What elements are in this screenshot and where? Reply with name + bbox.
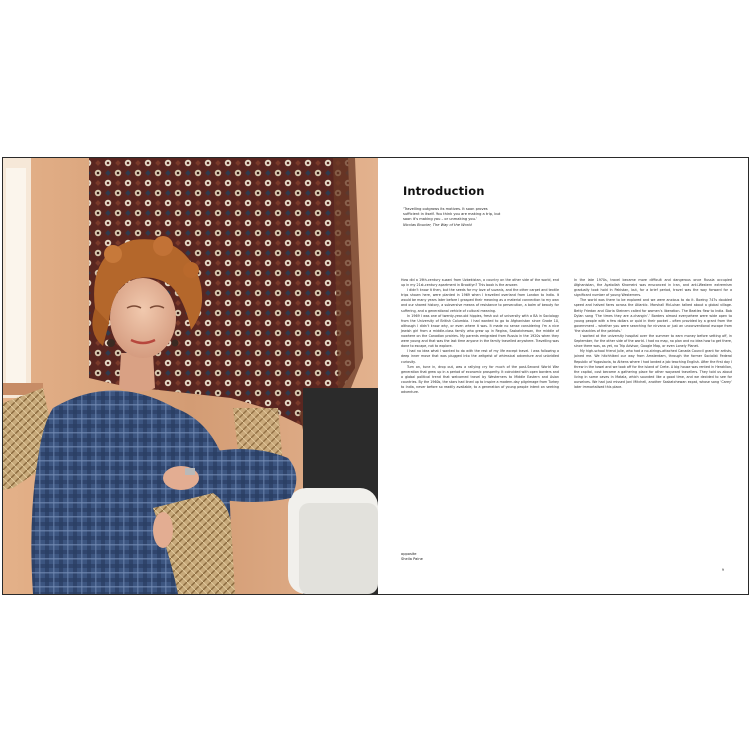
portrait-photo (3, 158, 378, 594)
portrait-illustration (3, 158, 378, 594)
paragraph: I worked at the university hospital over the summer to earn money before setting off, in September, for the other side of the world. I had no map, no plan and no idea how to get there, since there was, as yet, no Trip Advisor, Google Map, or even Lonely Planet. (574, 334, 732, 349)
book-spread (2, 157, 749, 595)
paragraph: In 1969 I was one of twenty-year-old hippies, fresh out of university with a BA in Sociology from the University of British Columbia. I had wanted to go to Afghanistan since Grade 10, although I didn’t know why, or even where it was. It made no sense considering I’m a nice Jewish girl from a middle-class family who grew up in Regina, Saskatchewan, the middle of nowhere on the Canadian prairies. My parents emigrated from Russia in the 1920s when they were young and that was the last time anyone in the family travelled anywhere. Travelling was done to escape, not to explore. (401, 313, 559, 349)
paragraph: In the late 1970s, travel became more difficult and dangerous once Russia occupied Afghanistan, the Ayatollah Khomeini was ensconced in Iran, and anti-Western extremism gradually took hold in Pakistan, but, for a brief period, travel was the way forward for a significant number of young Westerners. (574, 278, 732, 298)
page-heading: Introduction (403, 184, 485, 198)
caption-label: opposite (401, 552, 417, 556)
epigraph-attribution: Nicolas Bouvier, The Way of the World (403, 222, 472, 227)
paragraph: The world was there to be explored and we were anxious to do it. Boeing 747s doubled speed and halved fares across the Atlantic. Marshall McLuhan talked about a global village. Betty Friedan and Gloria Steinem called for women’s liberation. The Beatles flew to India. Bob Dylan sang ‘The times they are a-changin’.’ Borders almost everywhere were wide open to young people with a few dollars or quid in their pocket – often provided by a grant from the government – whether you were searching for nirvana or just an unconventional escape from ‘the shackles of the patriots.’ (574, 298, 732, 333)
epigraph (403, 207, 503, 228)
paragraph: My high-school friend Julie, who had a no-strings-attached Canada Council grant for artists, joined me. We hitchhiked our way from Amsterdam, through the former Socialist Federal Republic of Yugoslavia, to Athens where I had landed a job teaching English. After the first day I threw in the towel and we took off for the island of Crete. A big house was rented in Heraklion, the capital, cost became a gathering place for other wayward travellers. They told us about living in some caves in Matala, which sounded like a good time, and we decided to see for ourselves. We had just missed Joni Mitchell, another Saskatchewan expat, whose song ‘Carey’ later immortalised this place. (574, 349, 732, 389)
photo-caption (401, 552, 423, 562)
epigraph-quote: ‘Travelling outgrows its motives. It soon proves sufficient in itself. You think you are making a trip, but soon it’s making you – or unmaking you.’ (403, 207, 501, 222)
text-page (378, 158, 748, 594)
page-number: 9 (721, 568, 724, 572)
paragraph: How did a 19th-century suzani from Uzbekistan, a country on the other side of the world, end up in my 21st-century apartment in Brooklyn? This book is the answer. (401, 278, 559, 288)
paragraph: Turn on, tune in, drop out, was a rallying cry for much of the post-Second World War generation that grew up in a period of economic prosperity. It coincided with open borders and a global political trend that welcomed travel by Westerners to Middle Eastern and Asian countries. By the 1960s, the stars had lined up to inspire a modern-day pilgrimage from Turkey to India, never before so readily available, to a generation of young people intent on seeking adventure. (401, 364, 559, 395)
paragraph: I had no idea what I wanted to do with the rest of my life except travel. I was following a deep inner move that was plugged into the zeitgeist of whimsical adventure and unbridled curiosity. (401, 349, 559, 364)
caption-credit: Sheila Paine (401, 557, 423, 561)
body-column-left (401, 278, 559, 395)
body-column-right (574, 278, 732, 390)
paragraph: I didn’t know it then, but the seeds for my love of suzanis, and the other carpet and textile trips shown here, were planted in 1969 when I travelled overland from London to India. It would be many years later before I grasped their meaning as a material connection to my own and our shared history, a subversive means of resistance to persecution, a balm of beauty for suffering, and a generational vehicle of cultural meaning. (401, 288, 559, 313)
